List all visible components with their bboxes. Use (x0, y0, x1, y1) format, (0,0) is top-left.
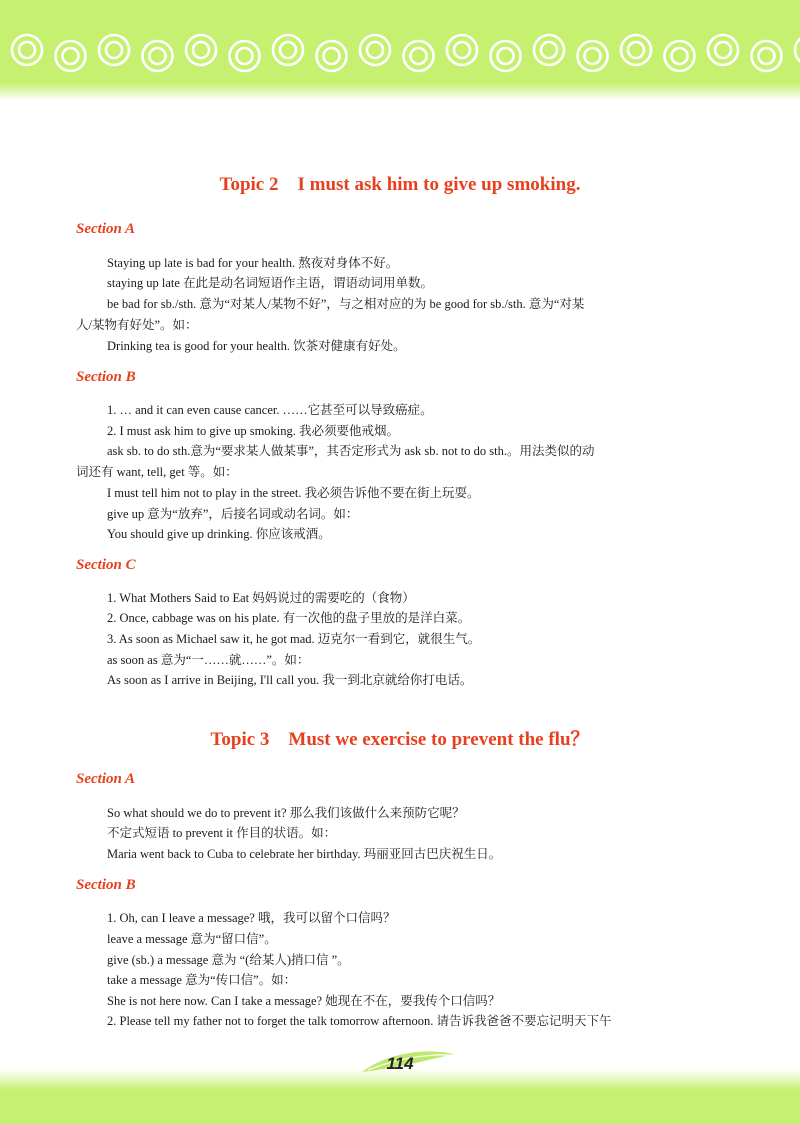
header-ring (193, 42, 209, 58)
header-ring (541, 42, 557, 58)
header-ring (534, 35, 564, 65)
topic-2-section-b-line: 2. I must ask him to give up smoking. 我必须要他戒烟。 (107, 424, 400, 438)
header-ring (752, 41, 782, 71)
header-ring (317, 41, 347, 71)
header-ring (367, 42, 383, 58)
header-ring (759, 48, 775, 64)
topic-2-section-c-line: as soon as 意为“一……就……”。如： (107, 653, 310, 667)
header-ring (498, 48, 514, 64)
topic-2-section-a-line: staying up late 在此是动名词短语作主语，谓语动词用单数。 (107, 276, 434, 290)
header-ring (150, 48, 166, 64)
header-ring (99, 35, 129, 65)
header-ring (672, 48, 688, 64)
header-ring (447, 35, 477, 65)
topic-2-section-c-line: As soon as I arrive in Beijing, I'll call you. 我一到北京就给你打电话。 (107, 673, 473, 687)
header-ring (621, 35, 651, 65)
topic-2-section-a-line: Drinking tea is good for your health. 饮茶对健康有好处。 (107, 339, 406, 353)
topic-3-section-b-line: leave a message 意为“留口信”。 (107, 932, 277, 946)
topic-3-section-a-line: So what should we do to prevent it? 那么我们该做什么来预防它呢？ (107, 806, 465, 820)
topic-3-section-b-line: 2. Please tell my father not to forget the talk tomorrow afternoon. 请告诉我爸爸不要忘记明天下午 (107, 1014, 612, 1028)
topic-2-title: Topic 2 I must ask him to give up smoking. (219, 174, 581, 195)
topic-3-section-b-line: She is not here now. Can I take a message? 她现在不在，要我传个口信吗？ (107, 994, 501, 1008)
topic-2-section-b-heading: Section B (76, 369, 136, 385)
header-ring (19, 42, 35, 58)
header-ring (12, 35, 42, 65)
header-ring (186, 35, 216, 65)
topic-3-section-b-heading: Section B (76, 877, 136, 893)
topic-3-title: Topic 3 Must we exercise to prevent the flu？ (210, 729, 590, 750)
topic-2-section-c-line: 1. What Mothers Said to Eat 妈妈说过的需要吃的（食物） (107, 591, 415, 605)
topic-2-section-b-line: ask sb. to do sth.意为“要求某人做某事”，其否定形式为 ask sb. not to do sth.。用法类似的动 (107, 444, 595, 458)
topic-2-section-b-line: 词还有 want, tell, get 等。如： (76, 465, 238, 479)
topic-3-section-b-line: take a message 意为“传口信”。如： (107, 973, 297, 987)
header-ring (63, 48, 79, 64)
header-ring (404, 41, 434, 71)
topic-2-section-b-line: 1. … and it can even cause cancer. ……它甚至可以导致癌症。 (107, 403, 433, 417)
header-ring (273, 35, 303, 65)
page-number: 114 (386, 1054, 414, 1073)
header-ring (360, 35, 390, 65)
header-ring (585, 48, 601, 64)
topic-2-section-b-line: You should give up drinking. 你应该戒酒。 (107, 527, 331, 541)
header-ring-pattern (0, 0, 800, 100)
topic-3-section-a-line: 不定式短语 to prevent it 作目的状语。如： (107, 826, 337, 840)
topic-3-section-b-line: give (sb.) a message 意为 “(给某人)捎口信 ”。 (107, 953, 350, 967)
topic-2-section-a-line: Staying up late is bad for your health. 熬夜对身体不好。 (107, 256, 399, 270)
topic-3-section-a-heading: Section A (76, 771, 136, 787)
header-ring (665, 41, 695, 71)
topic-2-section-c-line: 3. As soon as Michael saw it, he got mad. 迈克尔一看到它，就很生气。 (107, 632, 481, 646)
header-ring (56, 41, 86, 71)
topic-3-section-b-line: 1. Oh, can I leave a message? 哦，我可以留个口信吗？ (107, 911, 396, 925)
header-ring (795, 35, 800, 65)
header-ring (106, 42, 122, 58)
topic-2-section-a-heading: Section A (76, 221, 136, 237)
header-ring (411, 48, 427, 64)
topic-2-section-a-line: 人/某物有好处”。如： (76, 318, 198, 332)
topic-2-section-a-line: be bad for sb./sth. 意为“对某人/某物不好”，与之相对应的为 be good for sb./sth. 意为“对某 (107, 297, 585, 311)
topic-2-section-c-line: 2. Once, cabbage was on his plate. 有一次他的盘子里放的是洋白菜。 (107, 611, 471, 625)
header-ring (230, 41, 260, 71)
header-ring (454, 42, 470, 58)
header-ring (628, 42, 644, 58)
header-ring (280, 42, 296, 58)
topic-2-section-c-heading: Section C (76, 557, 136, 573)
header-ring (324, 48, 340, 64)
header-ring (715, 42, 731, 58)
header-ring (143, 41, 173, 71)
topic-2-section-b-line: give up 意为“放弃”，后接名词或动名词。如： (107, 507, 359, 521)
header-ring (237, 48, 253, 64)
header-ring (708, 35, 738, 65)
header-ring (578, 41, 608, 71)
header-ring (491, 41, 521, 71)
topic-3-section-a-line: Maria went back to Cuba to celebrate her birthday. 玛丽亚回古巴庆祝生日。 (107, 847, 502, 861)
topic-2-section-b-line: I must tell him not to play in the street. 我必须告诉他不要在街上玩耍。 (107, 486, 480, 500)
